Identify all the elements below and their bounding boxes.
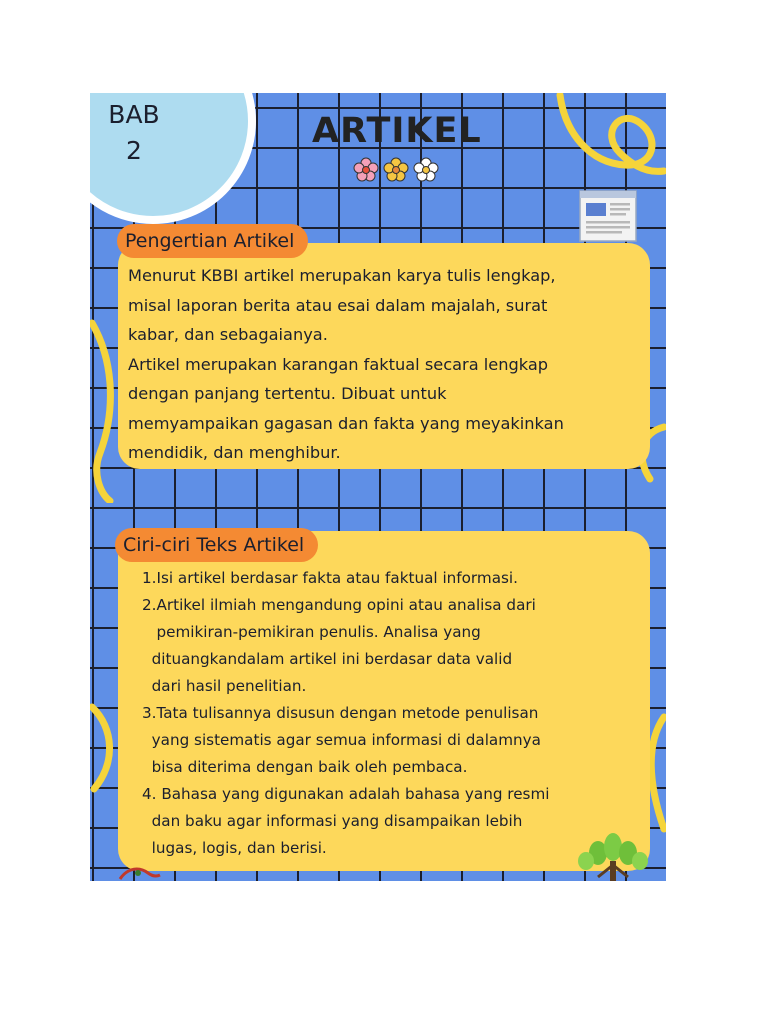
squiggle-decoration-top-right [530,93,666,188]
list-item: 1.Isi artikel berdasar fakta atau faktual informasi. [142,569,518,587]
corner-decoration-icon [118,863,162,881]
definition-heading: Pengertian Artikel [117,224,308,258]
chapter-badge-text [98,97,170,169]
characteristics-list [142,565,642,862]
squiggle-decoration-left-lower [90,703,120,793]
chapter-badge-number: 2 [126,136,142,165]
chapter-badge-label: BAB [108,100,160,129]
page-title: ARTIKEL [312,111,482,151]
definition-paragraph-1: Menurut KBBI artikel merupakan karya tulis lengkap, misal laporan berita atau esai dalam majalah, surat kabar, dan sebagaianya. [128,266,556,344]
flower-icon [384,158,408,181]
definition-text [128,261,648,468]
list-item: 4. Bahasa yang digunakan adalah bahasa yang resmi dan baku agar informasi yang disampaikan lebih lugas, logis, dan berisi. [142,785,550,857]
definition-paragraph-2: Artikel merupakan karangan faktual secara lengkap dengan panjang tertentu. Dibuat untuk memyampaikan gagasan dan fakta yang meyakinkan mendidik, dan menghibur. [128,354,564,462]
characteristics-heading: Ciri-ciri Teks Artikel [115,528,318,562]
list-item: 3.Tata tulisannya disusun dengan metode penulisan yang sistematis agar semua informasi di dalamnya bisa diterima dengan baik oleh pembaca. [142,704,541,776]
flower-icon [414,158,438,181]
tree-icon [568,831,658,881]
newspaper-icon [579,190,637,242]
artikel-poster [90,93,666,881]
flower-icon [354,158,378,181]
list-item: 2.Artikel ilmiah mengandung opini atau analisa dari pemikiran-pemikiran penulis. Analisa yang dituangkandalam artikel ini berdasar data valid dari hasil penelitian. [142,596,536,695]
flower-icons [352,156,442,184]
squiggle-decoration-left [90,303,120,503]
